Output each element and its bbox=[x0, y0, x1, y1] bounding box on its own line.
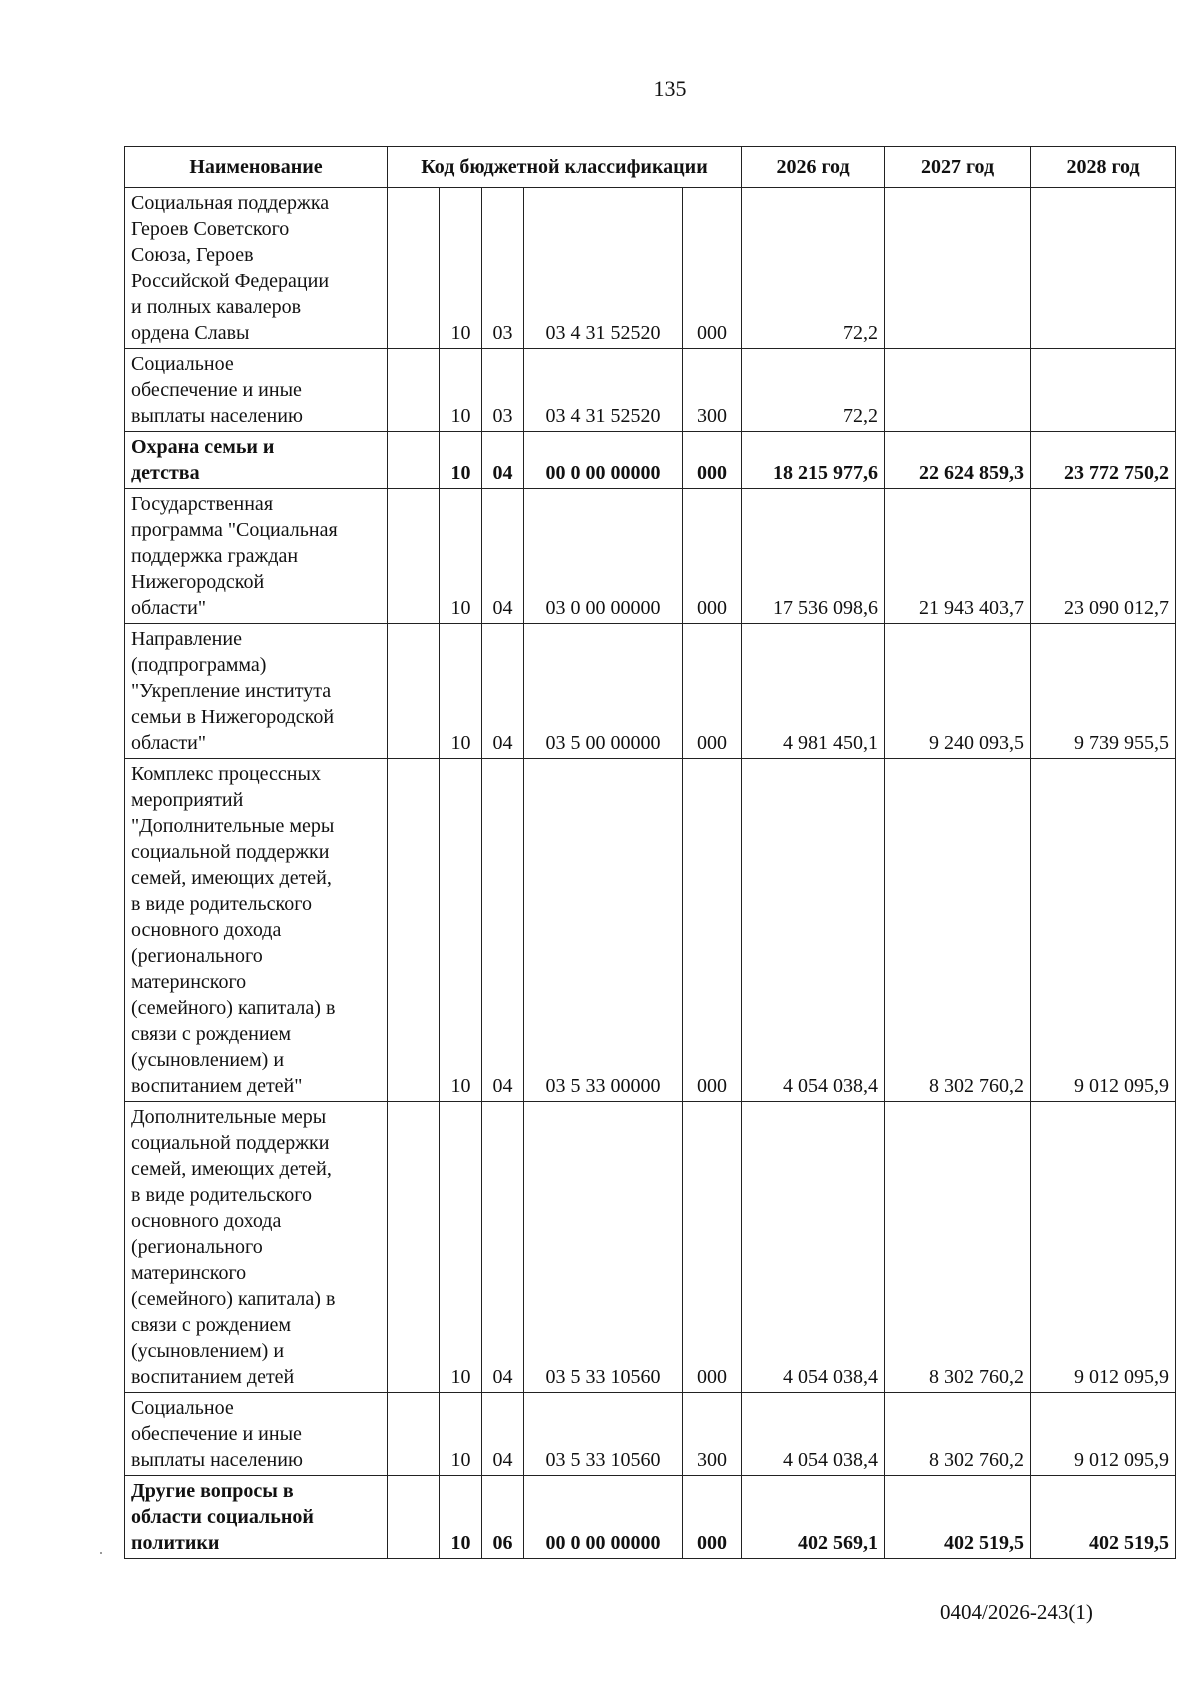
row-name: Охрана семьи и детства bbox=[125, 432, 388, 489]
row-target-code: 03 5 33 10560 bbox=[524, 1393, 683, 1476]
row-subsection: 04 bbox=[482, 1102, 524, 1393]
row-value-2027: 21 943 403,7 bbox=[885, 489, 1031, 624]
row-target-code: 03 5 00 00000 bbox=[524, 624, 683, 759]
row-subsection: 04 bbox=[482, 624, 524, 759]
row-spacer bbox=[388, 759, 440, 1102]
header-2027: 2027 год bbox=[885, 147, 1031, 188]
row-value-2028: 23 090 012,7 bbox=[1031, 489, 1176, 624]
row-value-2028: 9 012 095,9 bbox=[1031, 1393, 1176, 1476]
row-name: Социальное обеспечение и иные выплаты населению bbox=[125, 1393, 388, 1476]
row-spacer bbox=[388, 1476, 440, 1559]
row-value-2028: 23 772 750,2 bbox=[1031, 432, 1176, 489]
row-expense-type: 000 bbox=[683, 1102, 742, 1393]
row-target-code: 03 4 31 52520 bbox=[524, 188, 683, 349]
row-value-2027: 8 302 760,2 bbox=[885, 1393, 1031, 1476]
row-value-2028: 9 012 095,9 bbox=[1031, 1102, 1176, 1393]
row-spacer bbox=[388, 1102, 440, 1393]
row-section: 10 bbox=[440, 1476, 482, 1559]
row-name: Государственная программа "Социальная поддержка граждан Нижегородской области" bbox=[125, 489, 388, 624]
row-expense-type: 300 bbox=[683, 349, 742, 432]
row-expense-type: 000 bbox=[683, 624, 742, 759]
row-subsection: 06 bbox=[482, 1476, 524, 1559]
row-value-2028 bbox=[1031, 188, 1176, 349]
row-section: 10 bbox=[440, 1393, 482, 1476]
table-row bbox=[125, 759, 1176, 1102]
row-value-2028: 9 739 955,5 bbox=[1031, 624, 1176, 759]
table-row bbox=[125, 624, 1176, 759]
row-spacer bbox=[388, 1393, 440, 1476]
table-header-row bbox=[125, 147, 1176, 188]
table-row bbox=[125, 489, 1176, 624]
document-code: 0404/2026-243(1) bbox=[940, 1600, 1093, 1624]
row-section: 10 bbox=[440, 1102, 482, 1393]
row-value-2028: 402 519,5 bbox=[1031, 1476, 1176, 1559]
row-section: 10 bbox=[440, 489, 482, 624]
header-name: Наименование bbox=[125, 147, 388, 188]
row-expense-type: 000 bbox=[683, 489, 742, 624]
row-expense-type: 300 bbox=[683, 1393, 742, 1476]
row-spacer bbox=[388, 349, 440, 432]
row-value-2026: 17 536 098,6 bbox=[742, 489, 885, 624]
row-subsection: 03 bbox=[482, 188, 524, 349]
scan-speck bbox=[100, 1552, 102, 1554]
header-2026: 2026 год bbox=[742, 147, 885, 188]
page-number: 135 bbox=[653, 76, 687, 101]
row-value-2027: 402 519,5 bbox=[885, 1476, 1031, 1559]
row-value-2027 bbox=[885, 188, 1031, 349]
row-value-2026: 72,2 bbox=[742, 349, 885, 432]
row-name: Социальное обеспечение и иные выплаты населению bbox=[125, 349, 388, 432]
row-value-2026: 4 981 450,1 bbox=[742, 624, 885, 759]
row-subsection: 04 bbox=[482, 489, 524, 624]
table-row bbox=[125, 1102, 1176, 1393]
row-name: Другие вопросы в области социальной политики bbox=[125, 1476, 388, 1559]
row-value-2026: 402 569,1 bbox=[742, 1476, 885, 1559]
row-spacer bbox=[388, 624, 440, 759]
row-section: 10 bbox=[440, 759, 482, 1102]
row-spacer bbox=[388, 489, 440, 624]
row-section: 10 bbox=[440, 349, 482, 432]
row-section: 10 bbox=[440, 432, 482, 489]
row-section: 10 bbox=[440, 624, 482, 759]
row-name: Направление (подпрограмма) "Укрепление института семьи в Нижегородской области" bbox=[125, 624, 388, 759]
row-subsection: 04 bbox=[482, 759, 524, 1102]
row-name: Дополнительные меры социальной поддержки семей, имеющих детей, в виде родительского основного дохода (регионального материнского (семейного) капитала) в связи с рождением (усыновлением) и воспитанием детей bbox=[125, 1102, 388, 1393]
row-target-code: 03 0 00 00000 bbox=[524, 489, 683, 624]
row-value-2026: 4 054 038,4 bbox=[742, 1102, 885, 1393]
row-target-code: 03 5 33 00000 bbox=[524, 759, 683, 1102]
row-target-code: 00 0 00 00000 bbox=[524, 432, 683, 489]
row-value-2027: 8 302 760,2 bbox=[885, 759, 1031, 1102]
row-subsection: 03 bbox=[482, 349, 524, 432]
row-subsection: 04 bbox=[482, 1393, 524, 1476]
row-expense-type: 000 bbox=[683, 432, 742, 489]
row-value-2027 bbox=[885, 349, 1031, 432]
row-value-2027: 8 302 760,2 bbox=[885, 1102, 1031, 1393]
row-value-2026: 4 054 038,4 bbox=[742, 759, 885, 1102]
row-value-2026: 72,2 bbox=[742, 188, 885, 349]
row-value-2028: 9 012 095,9 bbox=[1031, 759, 1176, 1102]
row-value-2026: 4 054 038,4 bbox=[742, 1393, 885, 1476]
header-code: Код бюджетной классификации bbox=[388, 147, 742, 188]
row-name: Социальная поддержка Героев Советского Союза, Героев Российской Федерации и полных кавалеров ордена Славы bbox=[125, 188, 388, 349]
table-row bbox=[125, 1393, 1176, 1476]
table-row bbox=[125, 432, 1176, 489]
row-expense-type: 000 bbox=[683, 188, 742, 349]
row-value-2027: 22 624 859,3 bbox=[885, 432, 1031, 489]
row-spacer bbox=[388, 432, 440, 489]
table-row bbox=[125, 349, 1176, 432]
row-expense-type: 000 bbox=[683, 759, 742, 1102]
row-subsection: 04 bbox=[482, 432, 524, 489]
budget-table bbox=[124, 146, 1176, 1559]
row-target-code: 03 4 31 52520 bbox=[524, 349, 683, 432]
table-row bbox=[125, 1476, 1176, 1559]
row-name: Комплекс процессных мероприятий "Дополнительные меры социальной поддержки семей, имеющих детей, в виде родительского основного дохода (регионального материнского (семейного) капитала) в связи с рождением (усыновлением) и воспитанием детей" bbox=[125, 759, 388, 1102]
row-target-code: 03 5 33 10560 bbox=[524, 1102, 683, 1393]
row-spacer bbox=[388, 188, 440, 349]
row-value-2028 bbox=[1031, 349, 1176, 432]
header-2028: 2028 год bbox=[1031, 147, 1176, 188]
row-value-2027: 9 240 093,5 bbox=[885, 624, 1031, 759]
table-row bbox=[125, 188, 1176, 349]
row-value-2026: 18 215 977,6 bbox=[742, 432, 885, 489]
row-target-code: 00 0 00 00000 bbox=[524, 1476, 683, 1559]
row-section: 10 bbox=[440, 188, 482, 349]
row-expense-type: 000 bbox=[683, 1476, 742, 1559]
